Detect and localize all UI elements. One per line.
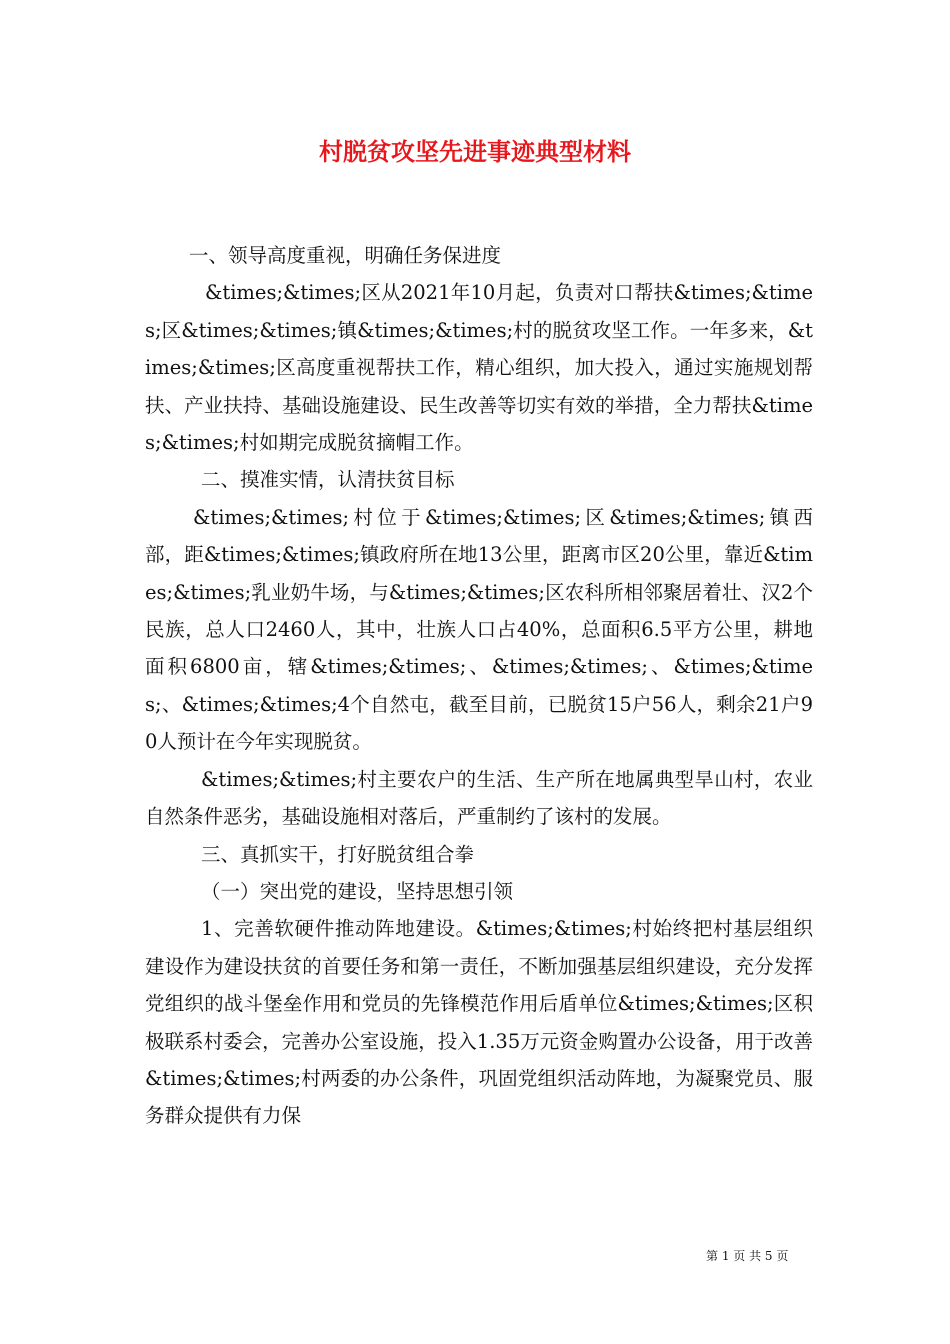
- body-paragraph: &times;&times;村主要农户的生活、生产所在地属典型旱山村，农业自然条件恶劣，基础设施相对落后，严重制约了该村的发展。: [145, 767, 813, 829]
- document-title: 村脱贫攻坚先进事迹典型材料: [319, 137, 631, 166]
- page-number-footer: 第 1 页 共 5 页: [706, 1249, 789, 1263]
- body-paragraph: &times;&times;区从2021年10月起，负责对口帮扶&times;&times;区&times;&times;镇&times;&times;村的脱贫攻坚工作。一年多来，&times;&times;区高度重视帮扶工作，精心组织，加大投入，通过实施规划帮扶、产业扶持、基础设施建设、民生改善等切实有效的举措，全力帮扶&times;&times;村如期完成脱贫摘帽工作。: [145, 281, 813, 455]
- subsection-heading-1: （一）突出党的建设，坚持思想引领: [201, 879, 514, 903]
- section-heading-3: 三、真抓实干，打好脱贫组合拳: [201, 842, 475, 866]
- document-body: [145, 237, 813, 1135]
- section-heading-2: 二、摸准实情，认清扶贫目标: [201, 468, 455, 492]
- section-heading-1: 一、领导高度重视，明确任务保进度: [189, 244, 502, 267]
- body-paragraph: &times;&times;村位于&times;&times;区&times;&times;镇西部，距&times;&times;镇政府所在地13公里，距离市区20公里，靠近&times;&times;乳业奶牛场，与&times;&times;区农科所相邻聚居着壮、汉2个民族，总人口2460人，其中，壮族人口占40%，总面积6.5平方公里，耕地面积6800亩，辖&times;&times;、&times;&times;、&times;&times;、&times;&times;4个自然屯，截至目前，已脱贫15户56人，剩余21户90人预计在今年实现脱贫。: [145, 505, 813, 754]
- body-paragraph: 1、完善软硬件推动阵地建设。&times;&times;村始终把村基层组织建设作为建设扶贫的首要任务和第一责任，不断加强基层组织建设，充分发挥党组织的战斗堡垒作用和党员的先锋模范作用后盾单位&times;&times;区积极联系村委会，完善办公室设施，投入1.35万元资金购置办公设备，用于改善&times;&times;村两委的办公条件，巩固党组织活动阵地，为凝聚党员、服务群众提供有力保: [145, 917, 813, 1128]
